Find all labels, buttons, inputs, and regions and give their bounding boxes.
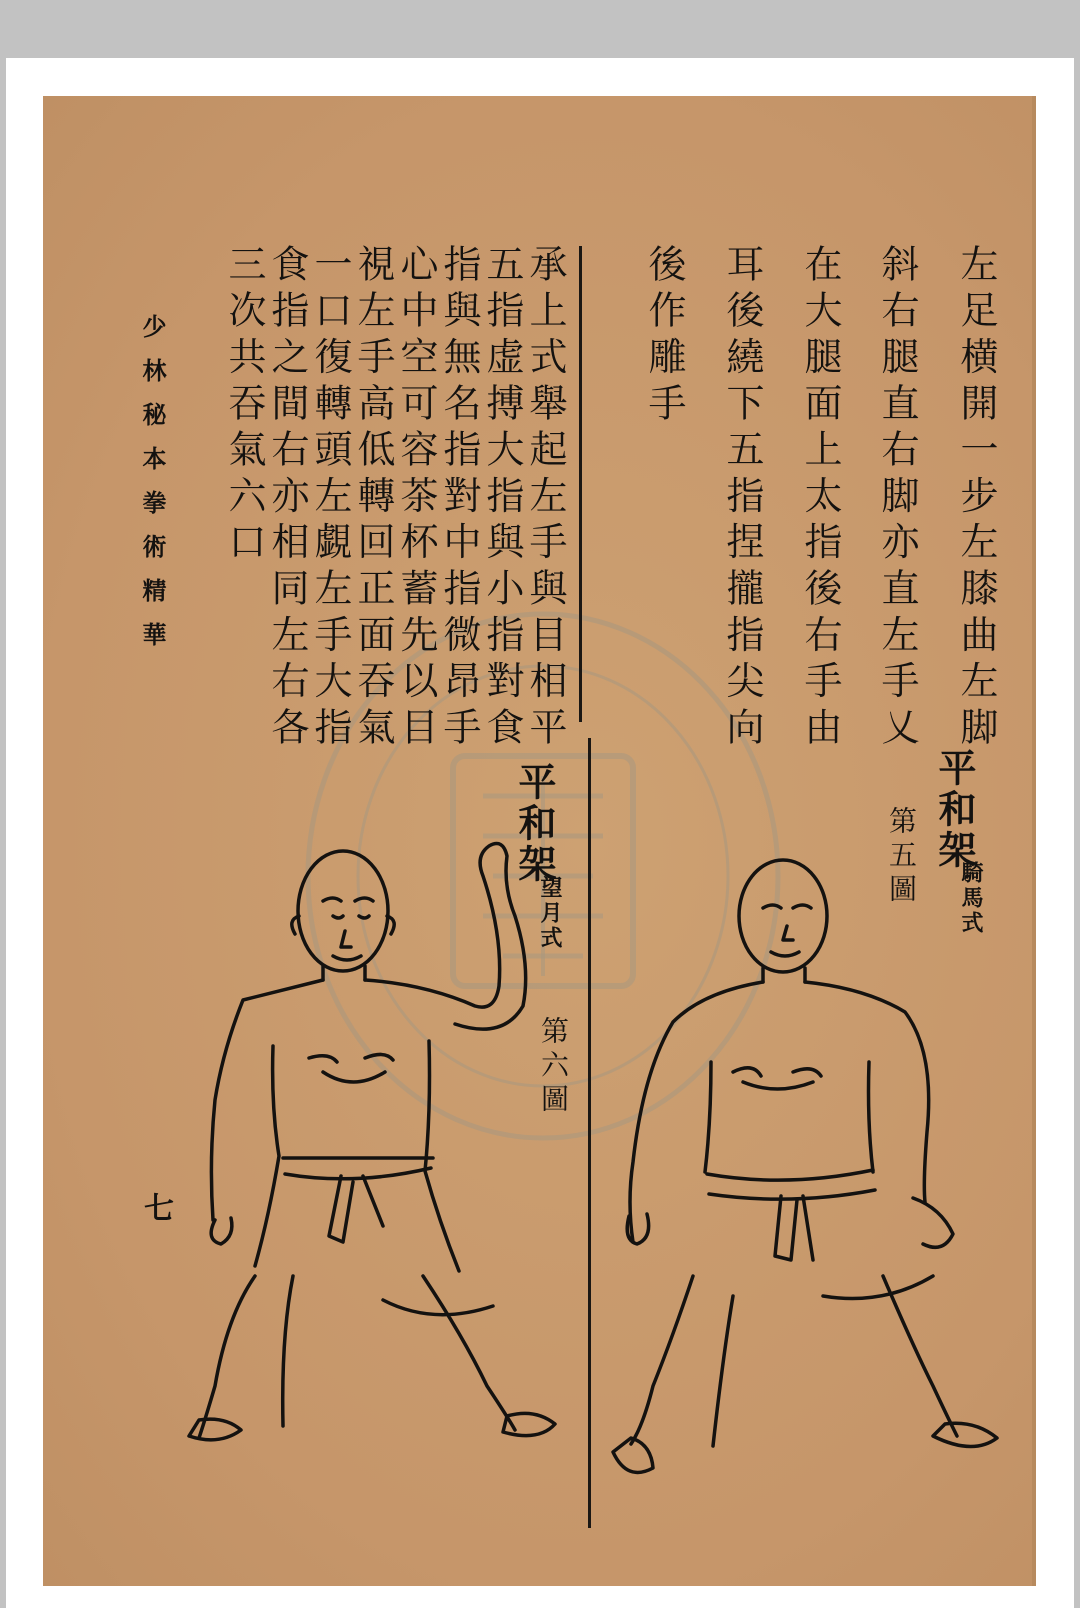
figure-title: 平和架 [512,762,557,885]
text-column: 指與無名指對中指微昂手 [437,244,481,754]
divider-rule [588,738,591,1528]
figure-subtitle: 騎馬式 [958,861,984,936]
text-column: 後作雕手 [642,244,686,430]
divider-rule [579,246,582,722]
moon-gazing-figure-icon [173,836,573,1466]
text-column: 三次共吞氣六口 [222,244,266,569]
text-column: 承上式舉起左手與目相平 [523,244,567,754]
figure-subtitle: 望月式 [537,876,563,951]
figure-title: 平和架 [932,748,977,871]
text-column: 心中空可容茶杯蓄先以目 [394,244,438,754]
book-title: 少林秘本拳術精華 [138,314,167,666]
text-column: 一口復轉頭左覷左手大指 [308,244,352,754]
text-column: 左足横開一步左膝曲左脚 [954,244,998,754]
horse-stance-figure-icon [603,856,1023,1496]
figure-number: 第六圖 [537,1016,570,1118]
figure-number: 第五圖 [885,806,918,908]
text-column: 斜右腿直右脚亦直左手乂 [875,244,919,754]
book-page [43,96,1036,1586]
text-column: 五指虚搏大指與小指對食 [480,244,524,754]
text-column: 食指之間右亦相同左右各 [265,244,309,754]
text-column: 視左手高低轉回正面吞氣 [351,244,395,754]
page-number: 七 [138,1192,173,1222]
text-column: 耳後繞下五指捏攏指尖向 [720,244,764,754]
text-column: 在大腿面上太指後右手由 [798,244,842,754]
